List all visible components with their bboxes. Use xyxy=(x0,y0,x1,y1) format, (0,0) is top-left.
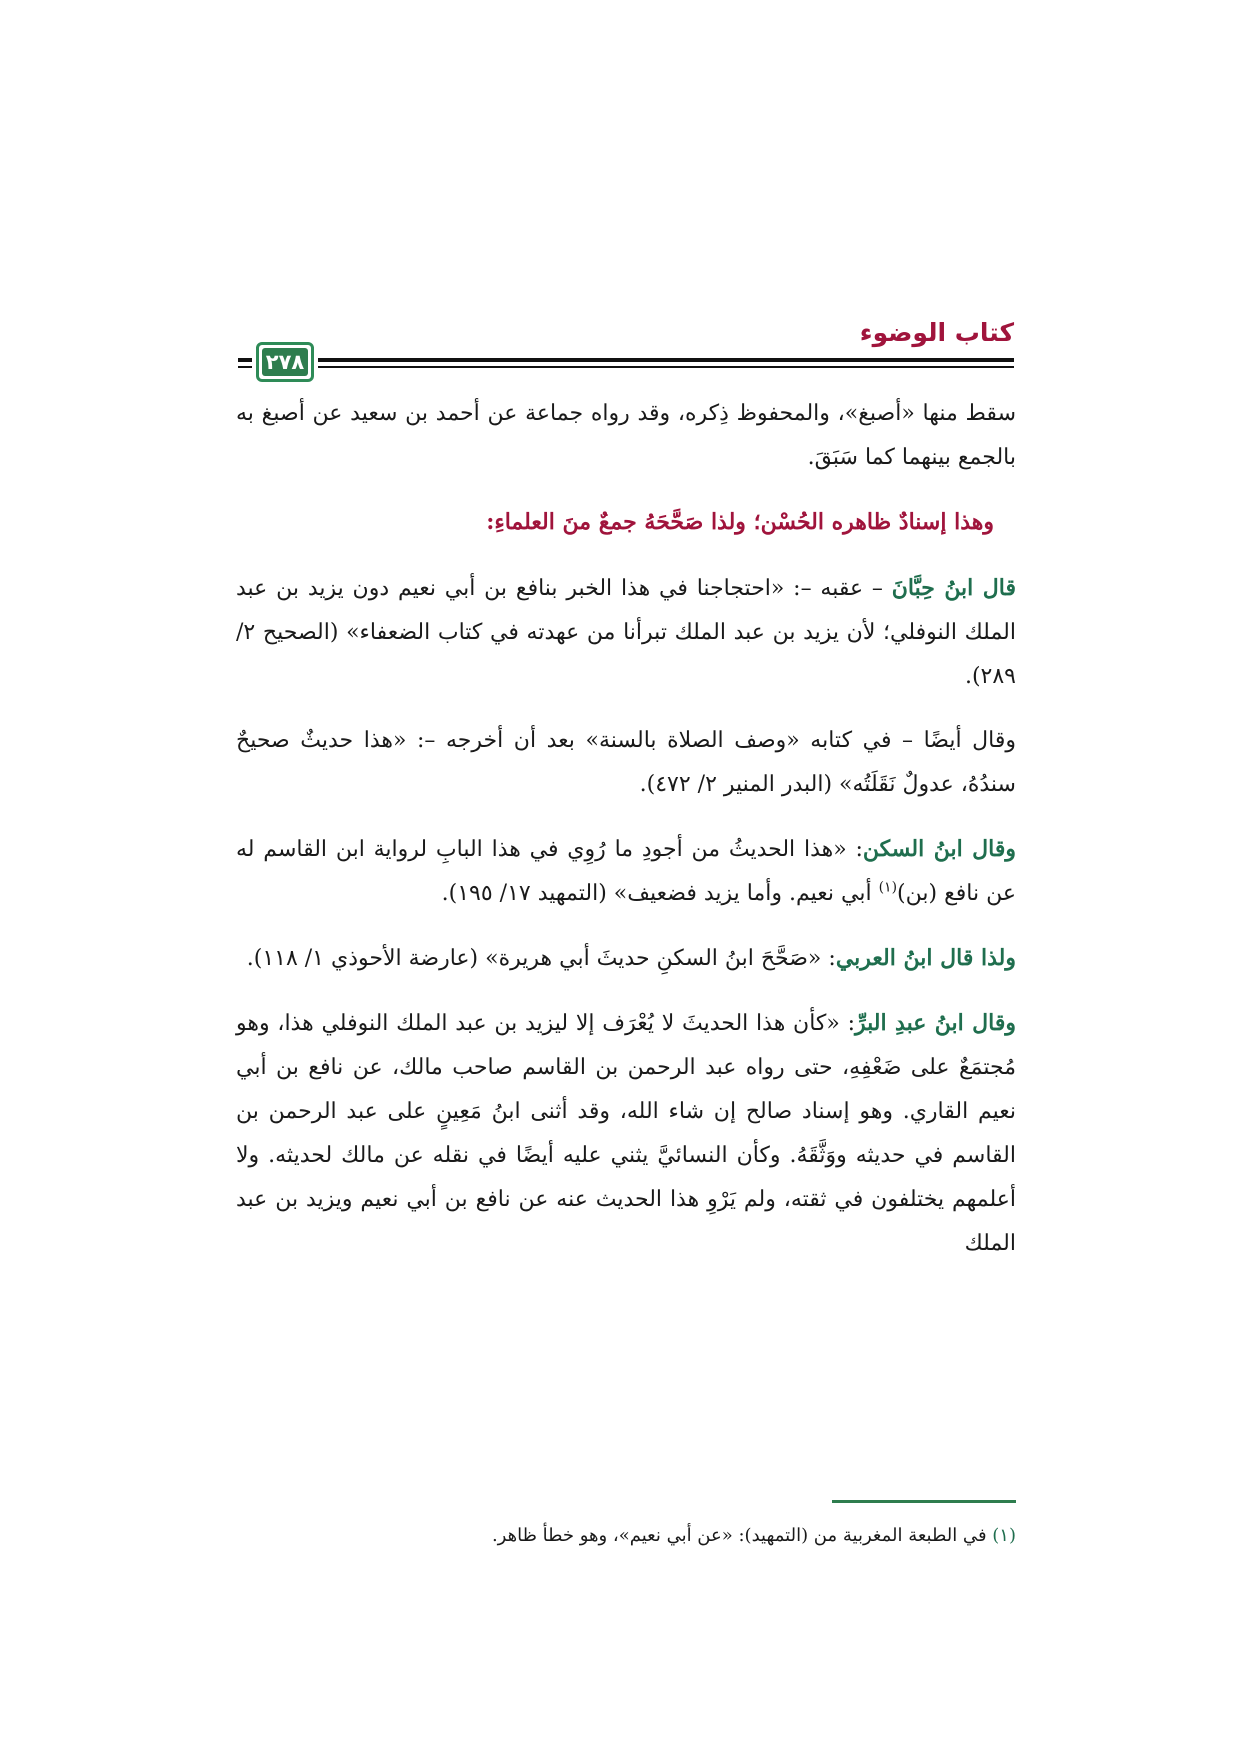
paragraph-ibn-sakan xyxy=(236,827,1016,916)
paragraph-ibn-sakan-text-b: أبي نعيم. وأما يزيد فضعيف» (التمهيد ١٧/ ١٩٥). xyxy=(441,881,879,906)
page-header xyxy=(238,318,1014,374)
header-rule-left-thick xyxy=(238,358,252,362)
paragraph-ibn-abd-al-barr-text: : «كأن هذا الحديثَ لا يُعْرَف إلا ليزيد بن عبد الملك النوفلي هذا، وهو مُجتمَعٌ على ضَعْفِهِ، حتى رواه عبد الرحمن بن القاسم صاحب مالك، عن نافع بن أبي نعيم القاري. وهو إسناد صالح إن شاء الله، وقد أثنى ابنُ مَعِينٍ على عبد الرحمن بن القاسم في حديثه ووَثَّقَهُ. وكأن النسائيَّ يثني عليه أيضًا في نقله عن مالك لحديثه. ولا أعلمهم يختلفون في ثقته، ولم يَرْوِ هذا الحديث عنه عن نافع بن أبي نعيم ويزيد بن عبد الملك xyxy=(236,1011,1016,1256)
paragraph-1-text: سقط منها «أصبغ»، والمحفوظ ذِكره، وقد رواه جماعة عن أحمد بن سعيد عن أصبغ به بالجمع بينهما كما سَبَقَ. xyxy=(236,401,1016,470)
paragraph-ibn-hibban-text: – عقبه –: «احتجاجنا في هذا الخبر بنافع بن أبي نعيم دون يزيد بن عبد الملك النوفلي؛ لأن يزيد بن عبد الملك تبرأنا من عهدته في كتاب الضعفاء» (الصحيح ٢/ ٢٨٩). xyxy=(236,576,1016,689)
footnote-reference[interactable]: (١) xyxy=(878,879,898,896)
speaker-ibn-sakan: وقال ابنُ السكن xyxy=(862,836,1016,862)
footnote-text: في الطبعة المغربية من (التمهيد): «عن أبي نعيم»، وهو خطأ ظاهر. xyxy=(491,1525,993,1546)
paragraph-ibn-hibban xyxy=(236,566,1016,699)
paragraph-wasf-salat-text: وقال أيضًا – في كتابه «وصف الصلاة بالسنة» بعد أن أخرجه –: «هذا حديثٌ صحيحٌ سندُهُ، عدولٌ نَقَلَتُه» (البدر المنير ٢/ ٤٧٢). xyxy=(236,728,1016,797)
paragraph-ibn-arabi xyxy=(236,936,1016,981)
paragraph-ibn-abd-al-barr xyxy=(236,1001,1016,1266)
page-number-badge xyxy=(256,342,314,382)
header-rule-left-thin xyxy=(238,366,252,368)
footnote xyxy=(236,1520,1016,1552)
paragraph-ibn-arabi-text: : «صَحَّحَ ابنُ السكنِ حديثَ أبي هريرة» (عارضة الأحوذي ١/ ١١٨). xyxy=(246,946,836,971)
header-rule-thin xyxy=(318,366,1014,368)
footnote-separator xyxy=(832,1500,1016,1503)
paragraph-ibn-sakan-text-a: : «هذا الحديثُ من أجودِ ما رُوِي في هذا البابِ لرواية ابن القاسم له عن نافع (بن) xyxy=(236,837,1016,906)
paragraph-1 xyxy=(236,392,1016,480)
speaker-ibn-arabi: ولذا قال ابنُ العربي xyxy=(835,945,1016,971)
paragraph-wasf-salat xyxy=(236,719,1016,807)
page-number: ٢٧٨ xyxy=(262,348,308,376)
speaker-ibn-hibban: قال ابنُ حِبَّانَ xyxy=(891,575,1016,601)
book-title: كتاب الوضوء xyxy=(859,318,1014,347)
speaker-ibn-abd-al-barr: وقال ابنُ عبدِ البرِّ xyxy=(855,1010,1016,1036)
section-heading: وهذا إسنادٌ ظاهره الحُسْن؛ ولذا صَحَّحَهُ جمعٌ منَ العلماءِ: xyxy=(486,509,994,535)
footnote-marker: (١) xyxy=(992,1525,1016,1546)
header-rule-thick xyxy=(318,358,1014,362)
main-text xyxy=(236,392,1016,1286)
